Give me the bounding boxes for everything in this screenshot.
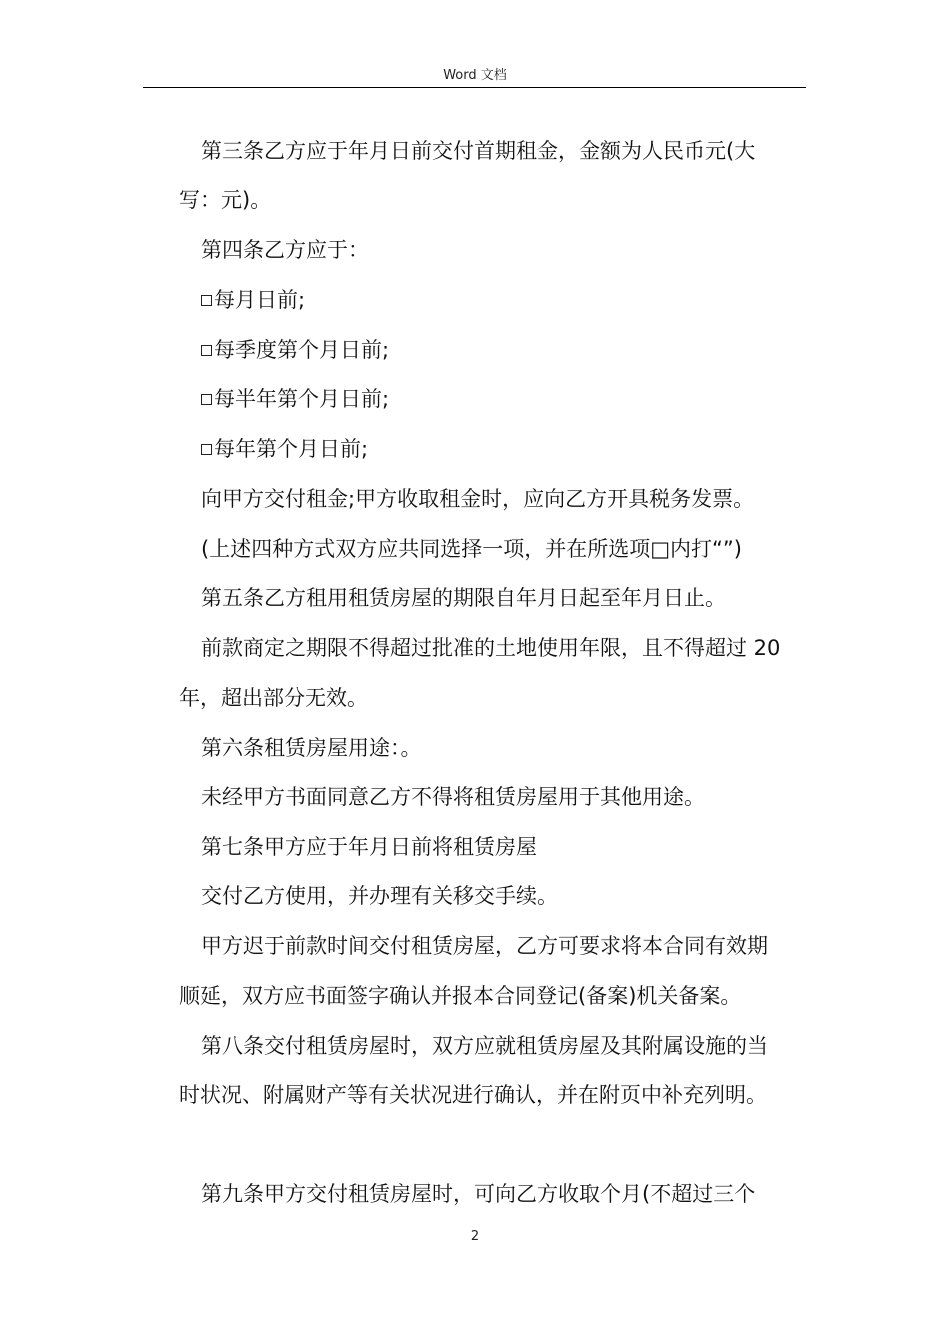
paragraph-line: 甲方迟于前款时间交付租赁房屋，乙方可要求将本合同有效期 (201, 934, 768, 958)
paragraph-line: 写：元)。 (179, 188, 272, 212)
checkbox-icon (201, 444, 212, 455)
paragraph-line: 第五条乙方租用租赁房屋的期限自年月日起至年月日止。 (201, 586, 726, 610)
checkbox-icon (201, 295, 212, 306)
paragraph-line: 向甲方交付租金;甲方收取租金时，应向乙方开具税务发票。 (201, 487, 755, 511)
page-number: 2 (470, 1229, 480, 1244)
paragraph-line: 第六条租赁房屋用途：。 (201, 736, 422, 760)
paragraph-line: 交付乙方使用，并办理有关移交手续。 (201, 884, 558, 908)
option-label: 每月日前; (214, 288, 306, 312)
checkbox-icon (201, 394, 212, 405)
paragraph-line: 第七条甲方应于年月日前将租赁房屋 (201, 835, 537, 859)
paragraph-line: 第八条交付租赁房屋时，双方应就租赁房屋及其附属设施的当 (201, 1034, 768, 1058)
paragraph-line: (上述四种方式双方应共同选择一项，并在所选项□内打“”) (201, 537, 742, 561)
option-item (201, 336, 389, 364)
page-header: Word 文档 (443, 68, 507, 83)
paragraph-line: 时状况、附属财产等有关状况进行确认，并在附页中补充列明。 (179, 1083, 767, 1107)
paragraph-line: 第九条甲方交付租赁房屋时，可向乙方收取个月(不超过三个 (201, 1182, 756, 1206)
option-label: 每半年第个月日前; (214, 387, 390, 411)
option-label: 每年第个月日前; (214, 437, 369, 461)
paragraph-line: 第四条乙方应于： (201, 238, 369, 262)
paragraph-line: 顺延，双方应书面签字确认并报本合同登记(备案)机关备案。 (179, 984, 742, 1008)
option-label: 每季度第个月日前; (214, 338, 390, 362)
paragraph-line: 未经甲方书面同意乙方不得将租赁房屋用于其他用途。 (201, 785, 705, 809)
option-item (201, 385, 389, 413)
checkbox-icon (201, 345, 212, 356)
option-item (201, 435, 368, 463)
paragraph-line: 年，超出部分无效。 (179, 686, 368, 710)
paragraph-line: 前款商定之期限不得超过批准的土地使用年限，且不得超过 20 (201, 636, 781, 660)
paragraph-line: 第三条乙方应于年月日前交付首期租金，金额为人民币元(大 (201, 139, 756, 163)
option-item (201, 286, 305, 314)
